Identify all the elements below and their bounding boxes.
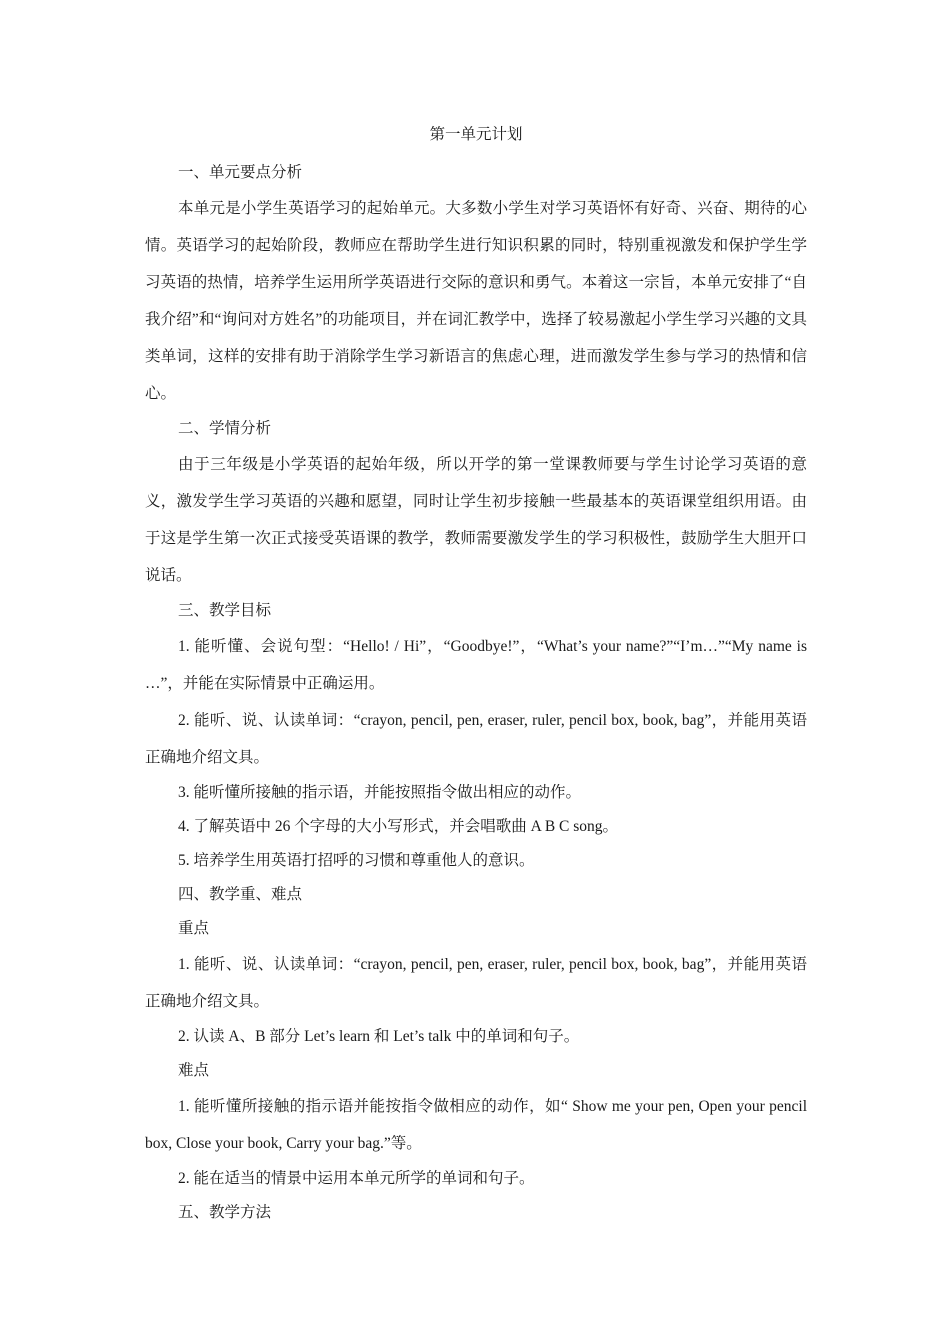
document-page: [145, 118, 807, 1230]
section-heading-teaching-goals: 三、教学目标: [178, 602, 272, 619]
section-heading-student-analysis: 二、学情分析: [178, 420, 272, 437]
section-heading-key-difficult-points: 四、教学重、难点: [178, 886, 303, 903]
section-heading-unit-analysis: 一、单元要点分析: [178, 164, 303, 181]
subheading-difficult-points: 难点: [178, 1062, 210, 1079]
goal-item: 5. 培养学生用英语打招呼的习惯和尊重他人的意识。: [178, 852, 535, 869]
key-point-item: 2. 认读 A、B 部分 Let’s learn 和 Let’s talk 中的单词和句子。: [178, 1028, 580, 1045]
goal-item: 1. 能听懂、会说句型：“Hello! / Hi”，“Goodbye!”，“What’s your name?”“I’m…”“My name is …”，并能在实际情景中正确运用。: [145, 638, 807, 692]
section-heading-teaching-methods: 五、教学方法: [178, 1204, 272, 1221]
goal-item: 3. 能听懂所接触的指示语，并能按照指令做出相应的动作。: [178, 784, 582, 801]
difficult-point-item: 2. 能在适当的情景中运用本单元所学的单词和句子。: [178, 1170, 535, 1187]
paragraph-student-analysis: 由于三年级是小学英语的起始年级，所以开学的第一堂课教师要与学生讨论学习英语的意义，激发学生学习英语的兴趣和愿望，同时让学生初步接触一些最基本的英语课堂组织用语。由于这是学生第一次正式接受英语课的教学，教师需要激发学生的学习积极性，鼓励学生大胆开口说话。: [145, 456, 807, 584]
goal-item: 4. 了解英语中 26 个字母的大小写形式，并会唱歌曲 A B C song。: [178, 818, 619, 835]
document-title: 第一单元计划: [429, 126, 523, 143]
key-point-item: 1. 能听、说、认读单词：“crayon, pencil, pen, eraser, ruler, pencil box, book, bag”，并能用英语正确地介绍文具。: [145, 956, 807, 1010]
difficult-point-item: 1. 能听懂所接触的指示语并能按指令做相应的动作，如“ Show me your pen, Open your pencil box, Close your book, Carry your bag.”等。: [145, 1098, 807, 1152]
goal-item: 2. 能听、说、认读单词：“crayon, pencil, pen, eraser, ruler, pencil box, book, bag”，并能用英语正确地介绍文具。: [145, 712, 807, 766]
subheading-key-points: 重点: [178, 920, 210, 937]
paragraph-unit-analysis: 本单元是小学生英语学习的起始单元。大多数小学生对学习英语怀有好奇、兴奋、期待的心情。英语学习的起始阶段，教师应在帮助学生进行知识积累的同时，特别重视激发和保护学生学习英语的热情，培养学生运用所学英语进行交际的意识和勇气。本着这一宗旨，本单元安排了“自我介绍”和“询问对方姓名”的功能项目，并在词汇教学中，选择了较易激起小学生学习兴趣的文具类单词，这样的安排有助于消除学生学习新语言的焦虑心理，进而激发学生参与学习的热情和信心。: [145, 200, 807, 402]
